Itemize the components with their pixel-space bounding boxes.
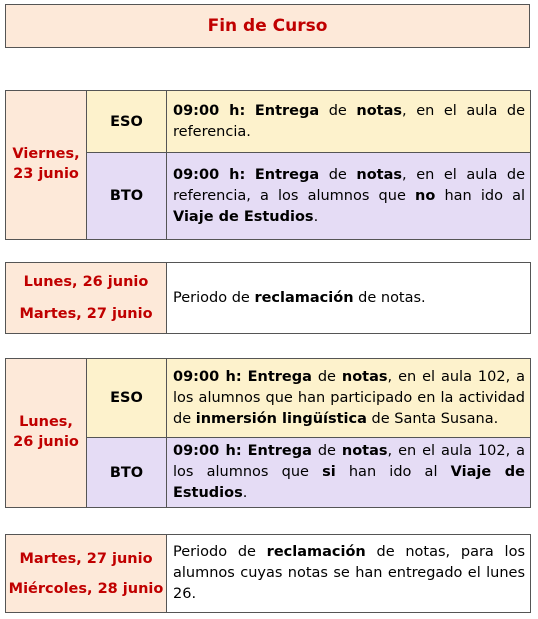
date-line: Lunes, 26 junio (23, 274, 149, 290)
schedule-block-lunes (5, 358, 531, 508)
title-banner (5, 4, 530, 48)
schedule-block-reclamacion-1 (5, 262, 531, 334)
date-line: Viernes, (12, 146, 80, 163)
date-line: Martes, 27 junio (19, 306, 153, 322)
date-line: 26 junio (13, 434, 79, 450)
entry-text: 09:00 h: Entrega de notas, en el aula de referencia, a los alumnos que no han ido al Viaje de Estudios. (167, 153, 531, 240)
entry-text: 09:00 h: Entrega de notas, en el aula 102, a los alumnos que han participado en la actividad de inmersión lingüística de Santa Susana. (167, 359, 531, 438)
level-eso: ESO (87, 359, 167, 438)
page-title: Fin de Curso (207, 16, 328, 36)
level-bto: BTO (87, 438, 167, 508)
date-line: Miércoles, 28 junio (8, 580, 164, 597)
entry-text: 09:00 h: Entrega de notas, en el aula de referencia. (167, 91, 531, 153)
date-cell (6, 91, 87, 240)
schedule-block-reclamacion-2 (5, 534, 531, 613)
date-line: Martes, 27 junio (19, 550, 153, 567)
level-eso: ESO (87, 91, 167, 153)
date-cell (6, 359, 87, 508)
date-line: 23 junio (13, 166, 79, 182)
level-bto: BTO (87, 153, 167, 240)
schedule-block-viernes (5, 90, 531, 240)
entry-text: Periodo de reclamación de notas, para los alumnos cuyas notas se han entregado el lunes 26. (167, 535, 531, 613)
date-line: Lunes, (19, 414, 73, 431)
date-cell (6, 535, 167, 613)
entry-text: Periodo de reclamación de notas. (167, 263, 531, 334)
date-cell (6, 263, 167, 334)
entry-text: 09:00 h: Entrega de notas, en el aula 102, a los alumnos que si han ido al Viaje de Estudios. (167, 438, 531, 508)
